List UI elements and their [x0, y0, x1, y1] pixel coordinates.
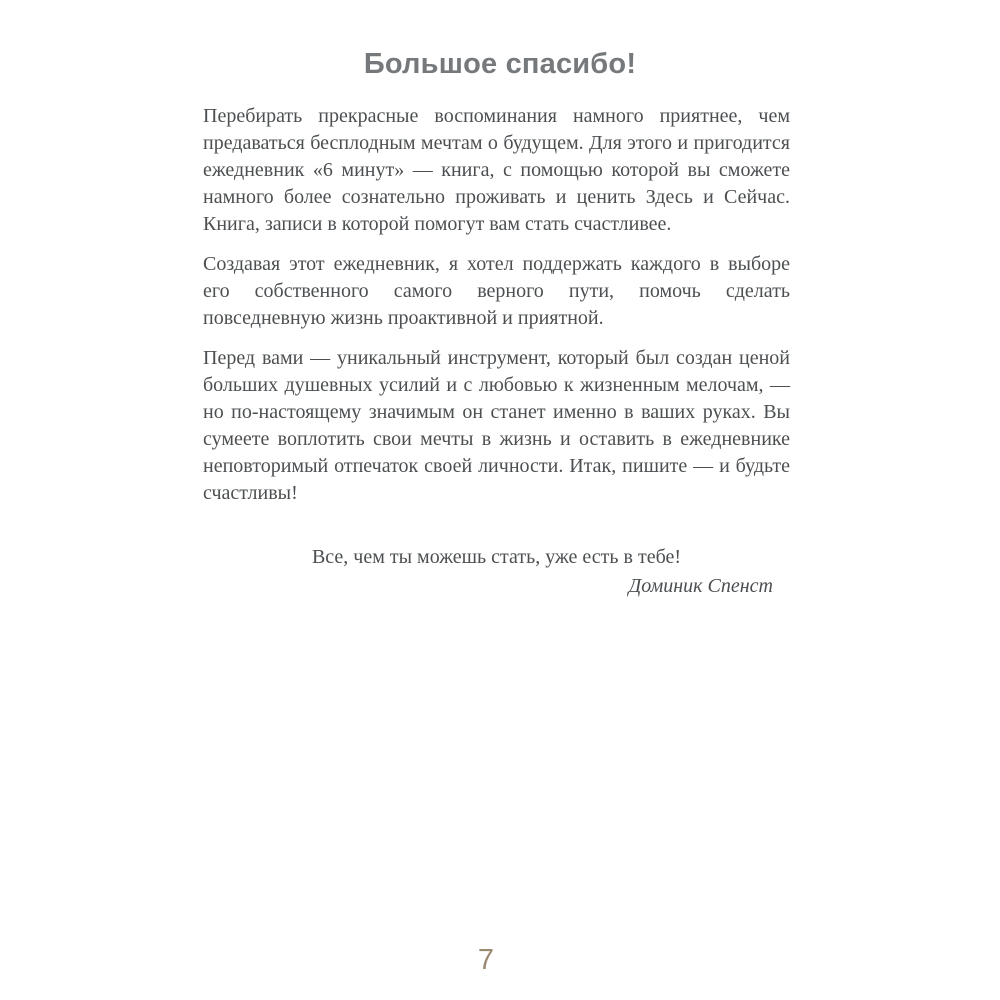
quote-author: Доминик Спенст — [628, 575, 773, 597]
body-text — [203, 103, 790, 600]
closing-quote — [203, 544, 790, 600]
quote-text: Все, чем ты можешь стать, уже есть в тебе! — [311, 546, 682, 568]
page-number: 7 — [477, 944, 495, 976]
paragraph-2: Создавая этот ежедневник, я хотел поддержать каждого в выборе его собственного самого верного пути, помочь сделать повседневную жизнь проактивной и приятной. — [203, 253, 790, 329]
page-title: Большое спасибо! — [363, 48, 637, 80]
paragraph-3: Перед вами — уникальный инструмент, который был создан ценой больших душевных усилий и с любовью к жизненным мелочам, — но по-настоящему значимым он станет именно в ваших руках. Вы сумеете воплотить свои мечты в жизнь и оставить в ежедневнике неповторимый отпечаток своей личности. Итак, пишите — и будьте счастливы! — [203, 347, 790, 504]
paragraph-1: Перебирать прекрасные воспоминания намного приятнее, чем предаваться бесплодным мечтам о будущем. Для этого и пригодится ежедневник «6 минут» — книга, с помощью которой вы сможете намного более сознательно проживать и ценить Здесь и Сейчас. Книга, записи в которой помогут вам стать счастливее. — [203, 105, 790, 235]
